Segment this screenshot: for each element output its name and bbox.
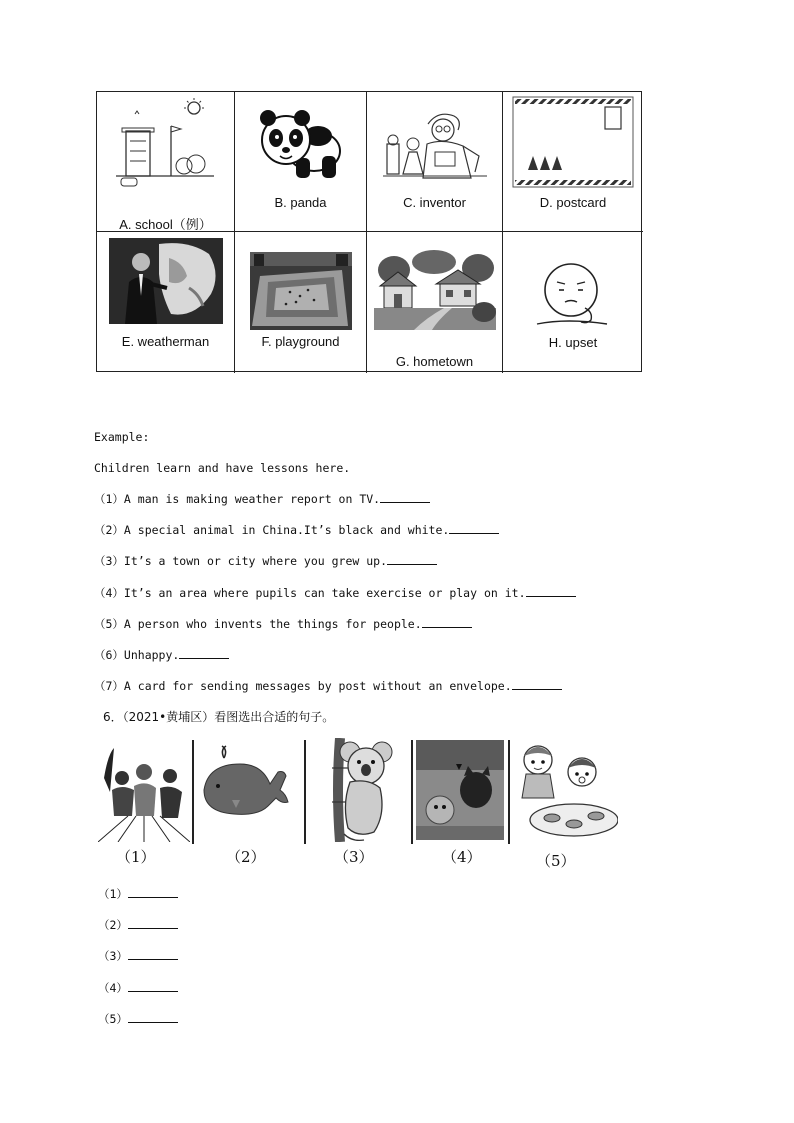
answer-blank[interactable]	[449, 523, 499, 534]
school-illustration	[116, 96, 216, 191]
exercise-item-text: （1）A man is making weather report on TV.	[94, 492, 381, 506]
grid-cell-playground	[235, 232, 367, 373]
answer-label: （4）	[98, 981, 128, 995]
exercise-item-text: （2）A special animal in China.It’s black and white.	[94, 523, 450, 537]
question-6-title: 6．（2021•黄埔区）看图选出合适的句子。	[103, 710, 335, 724]
exercise-item-3	[94, 553, 437, 569]
caption-postcard: D. postcard	[539, 195, 607, 210]
answer-blank[interactable]	[128, 981, 178, 992]
answer-blank[interactable]	[380, 492, 430, 503]
example-label: Example:	[94, 430, 150, 444]
answer-blank[interactable]	[422, 617, 472, 628]
panda-illustration	[256, 106, 346, 181]
question-6-picture-strip	[98, 738, 622, 870]
grid-cell-postcard	[503, 92, 643, 232]
answer-line-5	[98, 1011, 178, 1027]
exercise-item-text: （7）A card for sending messages by post without an envelope.	[94, 679, 512, 693]
caption-panda: B. panda	[274, 195, 327, 210]
forest-animals-illustration	[416, 738, 504, 842]
whale-illustration	[198, 738, 294, 842]
caption-school: A. school（例）	[119, 217, 212, 232]
picture-label-5: （5）	[536, 852, 576, 870]
answer-blank[interactable]	[128, 887, 178, 898]
exercise-item-6	[94, 647, 229, 663]
weatherman-photo	[109, 238, 223, 324]
exercise-item-text: （5）A person who invents the things for people.	[94, 617, 422, 631]
answer-line-4	[98, 980, 178, 996]
answer-blank[interactable]	[387, 554, 437, 565]
answer-label: （5）	[98, 1012, 128, 1026]
picture-label-2: （2）	[226, 848, 266, 866]
playground-photo	[250, 252, 352, 330]
answer-label: （2）	[98, 918, 128, 932]
answer-line-1	[98, 886, 178, 902]
answer-line-2	[98, 917, 178, 933]
grid-cell-school	[97, 92, 235, 232]
grid-cell-upset	[503, 232, 643, 373]
picture-label-3: （3）	[334, 848, 374, 866]
inventor-illustration	[383, 104, 487, 184]
caption-upset: H. upset	[548, 335, 598, 350]
answer-label: （1）	[98, 887, 128, 901]
performers-illustration	[98, 738, 190, 842]
caption-playground: F. playground	[261, 334, 340, 349]
answer-blank[interactable]	[128, 1012, 178, 1023]
exercise-item-2	[94, 522, 499, 538]
koala-illustration	[310, 738, 406, 842]
picture-label-1: （1）	[116, 848, 156, 866]
answer-blank[interactable]	[128, 949, 178, 960]
answer-blank[interactable]	[179, 648, 229, 659]
exercise-item-text: （6）Unhappy.	[94, 648, 180, 662]
answer-blank[interactable]	[512, 679, 562, 690]
exercise-item-7	[94, 678, 562, 694]
grid-cell-inventor	[367, 92, 503, 232]
caption-inventor: C. inventor	[403, 195, 466, 210]
answer-blank[interactable]	[526, 586, 576, 597]
hometown-illustration	[374, 250, 496, 330]
picture-matching-grid	[96, 91, 642, 372]
exercise-item-1	[94, 491, 430, 507]
upset-face-illustration	[533, 260, 613, 330]
grid-cell-panda	[235, 92, 367, 232]
answer-line-3	[98, 948, 178, 964]
answer-blank[interactable]	[128, 918, 178, 929]
exercise-item-5	[94, 616, 472, 632]
picture-label-4: （4）	[442, 848, 482, 866]
exercise-item-text: （4）It’s an area where pupils can take exercise or play on it.	[94, 586, 526, 600]
postcard-illustration	[512, 96, 634, 188]
grid-cell-hometown	[367, 232, 503, 373]
answer-label: （3）	[98, 949, 128, 963]
caption-hometown: G. hometown	[395, 354, 474, 369]
exercise-item-4	[94, 585, 576, 601]
children-dinner-illustration	[518, 738, 618, 842]
exercise-item-text: （3）It’s a town or city where you grew up.	[94, 554, 388, 568]
grid-cell-weatherman	[97, 232, 235, 373]
caption-weatherman: E. weatherman	[121, 334, 210, 349]
example-text: Children learn and have lessons here.	[94, 461, 351, 475]
